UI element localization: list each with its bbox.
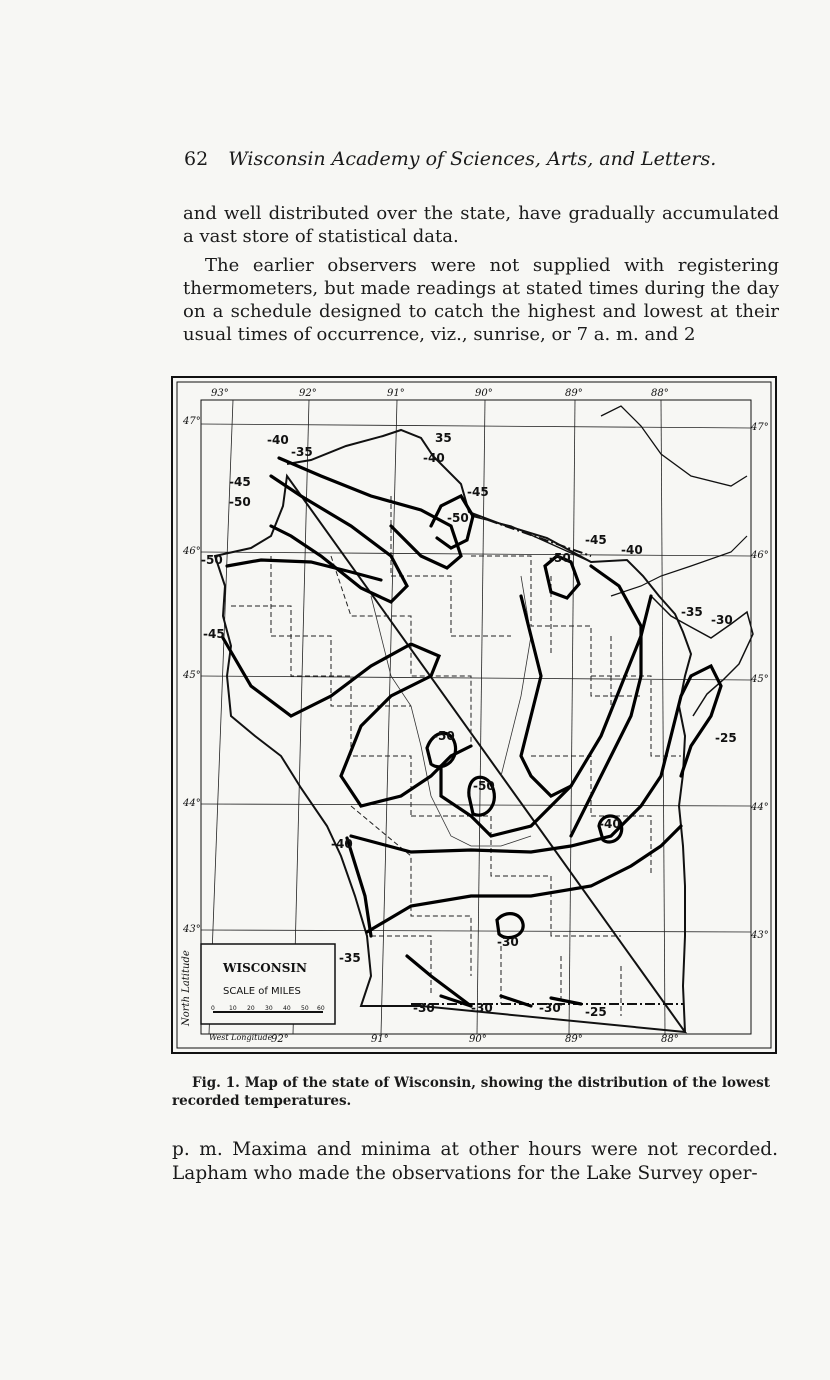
latitude-labels-left — [182, 416, 201, 935]
lat-left-label: 44° — [183, 798, 201, 809]
isotherm-label: -30 — [497, 935, 519, 949]
lon-bottom-label: 91° — [371, 1034, 389, 1045]
scale-tick: 50 — [301, 1005, 309, 1012]
lon-top-label: 88° — [651, 388, 669, 399]
isotherm-label: -50 — [549, 551, 571, 565]
isotherm-label: -45 — [585, 533, 607, 547]
isotherm-label: -50 — [229, 495, 251, 509]
river-central — [501, 576, 531, 776]
isotherm-label: -40 — [599, 817, 621, 831]
page-header — [184, 148, 744, 170]
county-lines — [231, 496, 681, 1016]
lat-right-label: 45° — [751, 674, 769, 685]
isotherm-label: -50 — [433, 729, 455, 743]
longitude-labels-bottom — [209, 1033, 679, 1045]
wisconsin-map-figure — [171, 376, 777, 1056]
legend-scale-label: SCALE of MILES — [223, 986, 301, 997]
lon-bottom-label: 92° — [271, 1034, 289, 1045]
isotherm-label: -45 — [467, 485, 489, 499]
paragraph-continued: and well distributed over the state, have gradually accumulated a vast store of statistical data. — [183, 203, 779, 247]
legend-title: WISCONSIN — [223, 961, 307, 975]
isotherm-label: -50 — [201, 553, 223, 567]
isotherm-label: -50 — [447, 511, 469, 525]
river-wisconsin — [371, 596, 531, 846]
figure-caption — [172, 1074, 770, 1110]
lat-right-label: 46° — [751, 550, 769, 561]
lat-left-label: 46° — [183, 546, 201, 557]
lat-left-label: 45° — [183, 670, 201, 681]
lon-top-label: 91° — [387, 388, 405, 399]
lat-left-label: 43° — [183, 924, 201, 935]
running-title: Wisconsin Academy of Sciences, Arts, and Letters. — [228, 148, 717, 170]
isotherm-label: -40 — [423, 451, 445, 465]
isotherm-label: -30 — [471, 1001, 493, 1015]
isotherm-label: 35 — [435, 431, 452, 445]
body-text-top — [183, 202, 779, 346]
north-latitude-label: North Latitude — [181, 950, 192, 1026]
isotherm-label: -35 — [681, 605, 703, 619]
isotherm-label: -45 — [229, 475, 251, 489]
map-svg — [171, 376, 777, 1056]
lat-right-label: 43° — [751, 930, 769, 941]
isotherm-label: -40 — [331, 837, 353, 851]
lat-left-label: 47° — [183, 416, 201, 427]
latitude-labels-right — [750, 422, 769, 941]
isotherm-label: -50 — [473, 779, 495, 793]
scale-tick: 20 — [247, 1005, 255, 1012]
isotherm-label: -30 — [539, 1001, 561, 1015]
isotherms — [223, 458, 721, 1006]
lon-top-label: 90° — [475, 388, 493, 399]
lon-bottom-label: 88° — [661, 1034, 679, 1045]
page-number: 62 — [184, 148, 209, 170]
isotherm-label: -35 — [339, 951, 361, 965]
lat-right-label: 44° — [751, 802, 769, 813]
lon-top-label: 89° — [565, 388, 583, 399]
figure-label: Fig. 1. — [192, 1075, 240, 1091]
isotherm-label: -25 — [715, 731, 737, 745]
paragraph-observers: The earlier observers were not supplied with registering thermometers, but made readings at stated times during the day on a schedule designed to catch the highest and lowest at their usual times of occurrence, viz., sunrise, or 7 a. m. and 2 — [183, 255, 779, 345]
paragraph-lapham: p. m. Maxima and minima at other hours were not recorded. Lapham who made the observations for the Lake Survey oper- — [172, 1139, 778, 1184]
isotherm-label: -30 — [413, 1001, 435, 1015]
legend-box — [201, 944, 335, 1024]
scale-ticks — [211, 1005, 325, 1012]
isotherm-label: -40 — [267, 433, 289, 447]
isotherm-label: -25 — [585, 1005, 607, 1019]
isotherm-label: -30 — [711, 613, 733, 627]
scale-tick: 10 — [229, 1005, 237, 1012]
isotherm-label: -45 — [203, 627, 225, 641]
lon-bottom-label: 89° — [565, 1034, 583, 1045]
longitude-labels-top — [211, 388, 669, 399]
body-text-bottom — [172, 1138, 778, 1186]
scale-tick: 30 — [265, 1005, 273, 1012]
scale-tick: 40 — [283, 1005, 291, 1012]
michigan-border — [471, 514, 591, 556]
isotherm-label: -40 — [621, 543, 643, 557]
west-longitude-label: West Longitude — [209, 1033, 273, 1042]
lon-top-label: 93° — [211, 388, 229, 399]
scale-tick: 0 — [211, 1005, 215, 1012]
lat-right-label: 47° — [751, 422, 769, 433]
lon-bottom-label: 90° — [469, 1034, 487, 1045]
lon-top-label: 92° — [299, 388, 317, 399]
figure-caption-text: Map of the state of Wisconsin, showing the distribution of the lowest recorded temperatures. — [172, 1075, 771, 1109]
upper-peninsula-border — [471, 406, 747, 562]
scale-tick: 60 — [317, 1005, 325, 1012]
isotherm-label: -35 — [291, 445, 313, 459]
